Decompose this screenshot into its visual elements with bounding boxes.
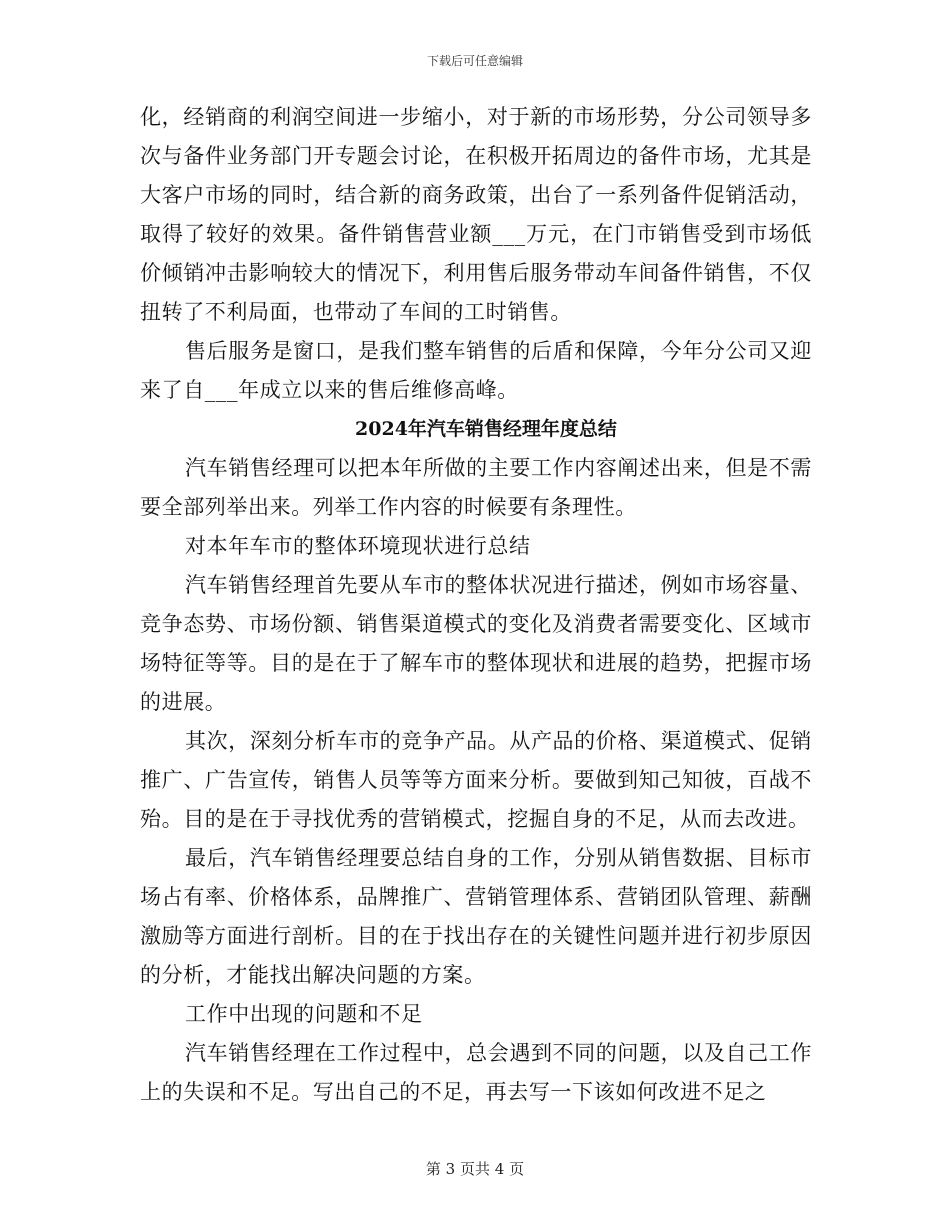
paragraph-market-status: 汽车销售经理首先要从车市的整体状况进行描述，例如市场容量、竞争态势、市场份额、销售渠道模式的变化及消费者需要变化、区域市场特征等等。目的是在于了解车市的整体现状和进展的趋势，把握市场的进展。: [140, 573, 812, 714]
paragraph-after-sales: 售后服务是窗口，是我们整车销售的后盾和保障，今年分公司又迎来了自___年成立以来的售后维修高峰。: [140, 339, 812, 402]
subheading-problems: 工作中出现的问题和不足: [185, 1002, 423, 1026]
document-body: [140, 98, 812, 1112]
paragraph-self-summary: 最后，汽车销售经理要总结自身的工作，分别从销售数据、目标市场占有率、价格体系，品牌推广、营销管理体系、营销团队管理、薪酬激励等方面进行剖析。目的在于找出存在的关键性问题并进行初步原因的分析，才能找出解决问题的方案。: [140, 846, 812, 987]
paragraph-intro: 汽车销售经理可以把本年所做的主要工作内容阐述出来，但是不需要全部列举出来。列举工作内容的时候要有条理性。: [140, 456, 812, 519]
paragraph-continued: 化，经销商的利润空间进一步缩小，对于新的市场形势，分公司领导多次与备件业务部门开专题会讨论，在积极开拓周边的备件市场，尤其是大客户市场的同时，结合新的商务政策，出台了一系列备件促销活动，取得了较好的效果。备件销售营业额___万元，在门市销售受到市场低价倾销冲击影响较大的情况下，利用售后服务带动车间备件销售，不仅扭转了不利局面，也带动了车间的工时销售。: [140, 105, 812, 324]
subheading-market-summary: 对本年车市的整体环境现状进行总结: [185, 534, 531, 558]
paragraph-competition: 其次，深刻分析车市的竞争产品。从产品的价格、渠道模式、促销推广、广告宣传，销售人员等等方面来分析。要做到知己知彼，百战不殆。目的是在于寻找优秀的营销模式，挖掘自身的不足，从而去改进。: [140, 729, 812, 831]
page-header: 下载后可任意编辑: [426, 54, 523, 68]
section-title: 2024年汽车销售经理年度总结: [355, 418, 617, 440]
page-footer: 第 3 页共 4 页: [425, 1160, 525, 1178]
paragraph-problems: 汽车销售经理在工作过程中，总会遇到不同的问题，以及自己工作上的失误和不足。写出自己的不足，再去写一下该如何改进不足之: [140, 1041, 812, 1104]
